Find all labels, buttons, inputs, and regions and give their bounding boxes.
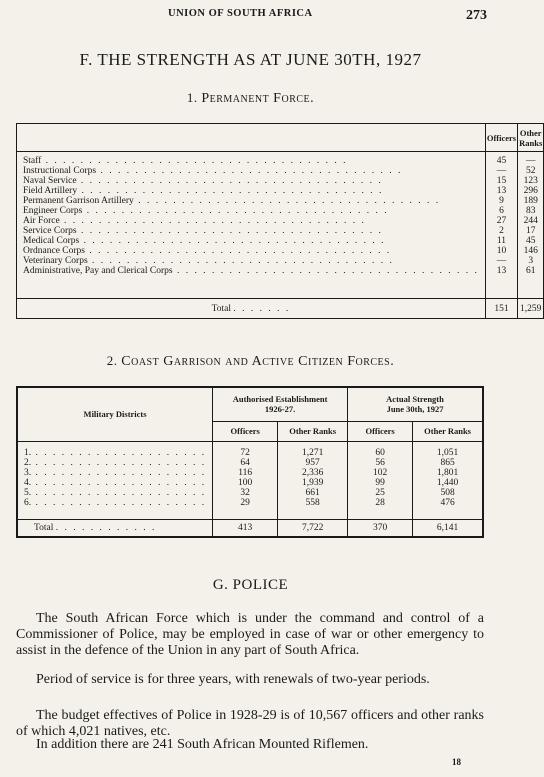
pf-row-other-ranks: 3 — [528, 256, 534, 266]
pf-row-label — [23, 216, 479, 226]
cg-row-district-text: 1. — [24, 447, 32, 458]
cg-total-label: Total — [34, 522, 54, 533]
pf-row-label-text: Administrative, Pay and Clerical Corps — [23, 266, 173, 276]
cg-row-act-officers: 25 — [375, 487, 385, 498]
dot-leader: . . . . . . . . . . . . . . . . . . . . — [31, 457, 207, 468]
cg-col-authorised-label: Authorised Establishment — [232, 394, 328, 405]
pf-total-label-cell — [17, 299, 486, 319]
pf-col-other-ranks: Other Ranks — [518, 124, 544, 152]
dot-leader: . . . . . . . . . . . . . . . . . . . . . . . . . . . . . . . . . . . — [76, 176, 383, 186]
pf-row-label-text: Permanent Garrison Artillery — [23, 196, 134, 206]
cg-total-act-off: 370 — [348, 519, 413, 537]
pf-row-label — [23, 166, 479, 176]
pf-row-other-ranks: 45 — [525, 236, 536, 246]
pf-row-label — [23, 256, 479, 266]
pf-row-other-ranks: 123 — [523, 176, 538, 186]
dot-leader: . . . . . . . . . . . . . . . . . . . . — [31, 447, 207, 458]
pf-row-other-ranks: — — [525, 156, 536, 166]
cg-row-auth-other-ranks: 661 — [305, 487, 320, 498]
cg-row-act-other-ranks: 476 — [440, 497, 455, 508]
running-title: UNION OF SOUTH AFRICA — [168, 8, 313, 19]
pf-header-blank — [17, 124, 486, 152]
dot-leader: . . . . . . . . . . . . . . . . . . . . . . . . . . . . . . . . . . . — [87, 256, 394, 266]
dot-leader: . . . . . . . . . . . . . . . . . . . . . . . . . . . . . . . . . . . — [172, 266, 479, 276]
cg-row-auth-officers: 116 — [238, 467, 253, 478]
cg-row-auth-other-ranks: 957 — [305, 457, 320, 468]
pf-row-label — [23, 266, 479, 276]
police-paragraph-2: Period of service is for three years, with renewals of two-year periods. — [36, 672, 430, 687]
permanent-force-heading — [0, 90, 501, 107]
pf-other-cell — [518, 152, 544, 299]
pf-row-other-ranks: 244 — [523, 216, 538, 226]
dot-leader: . . . . . . . . . . . . . . . . . . . . . . . . . . . . . . . . . . . — [41, 156, 348, 166]
cg-row-act-officers: 102 — [372, 467, 388, 478]
pf-row-officers: — — [496, 256, 507, 266]
pf-row-officers: 2 — [499, 226, 504, 236]
pf-row-officers: 13 — [496, 266, 507, 276]
cg-row-district-text: 2. — [24, 457, 32, 468]
permanent-force-table — [16, 123, 544, 319]
cg-row-auth-other-ranks: 558 — [305, 497, 320, 508]
pf-row-label-text: Ordnance Corps — [23, 246, 85, 256]
dot-leader: . . . . . . . . . . . . . . . . . . . . . . . . . . . . . . . . . . . — [82, 206, 389, 216]
cg-act-officers-head: Officers — [348, 421, 413, 441]
section-f-title: F. THE STRENGTH AS AT JUNE 30TH, 1927 — [79, 50, 422, 69]
cg-col-actual-label: Actual Strength — [386, 394, 444, 405]
cg-row-district-text: 4. — [24, 477, 32, 488]
cg-row-auth-other-ranks: 1,271 — [301, 447, 324, 458]
cg-row-act-other-ranks: 865 — [440, 457, 455, 468]
pf-row-label — [23, 246, 479, 256]
dot-leader: . . . . . . . . . . . . . . . . . . . . — [31, 467, 207, 478]
pf-row-label — [23, 206, 479, 216]
pf-row-label-text: Medical Corps — [23, 236, 80, 246]
cg-row-auth-officers: 29 — [240, 497, 250, 508]
cg-act-off-cell — [348, 441, 413, 519]
signature-mark: 18 — [452, 757, 461, 767]
pf-total-label: Total — [211, 303, 231, 314]
cg-row-act-other-ranks: 1,051 — [436, 447, 459, 458]
permanent-force-heading-text: Permanent Force. — [201, 91, 315, 106]
dot-leader: . . . . . . . . . . . . . . . . . . . . — [31, 487, 207, 498]
pf-row-officers: 10 — [496, 246, 507, 256]
pf-row-label-text: Engineer Corps — [23, 206, 83, 216]
cg-total-auth-other: 7,722 — [278, 519, 348, 537]
cg-col-actual-date: June 30th, 1927 — [386, 404, 444, 415]
cg-col-authorised-year: 1926-27. — [264, 404, 296, 415]
cg-row-auth-other-ranks: 1,939 — [301, 477, 324, 488]
cg-auth-officers-head: Officers — [213, 421, 278, 441]
dot-leader: . . . . . . . . . . . . . . . . . . . . — [31, 477, 207, 488]
cg-auth-off-cell — [213, 441, 278, 519]
cg-act-other-cell — [413, 441, 483, 519]
pf-row-label-text: Staff — [23, 156, 42, 166]
cg-row-district — [24, 488, 206, 498]
pf-col-officers: Officers — [485, 124, 517, 152]
pf-row-other-ranks: 189 — [523, 196, 538, 206]
cg-total-leader: . . . . . . . . . . . . — [55, 522, 157, 533]
pf-row-officers: 9 — [499, 196, 504, 206]
cg-row-act-officers: 99 — [375, 477, 385, 488]
pf-row-label-text: Service Corps — [23, 226, 77, 236]
cg-total-label-cell — [17, 519, 213, 537]
coast-garrison-heading-text: Coast Garrison and Active Citizen Forces. — [121, 354, 395, 369]
cg-row-district-text: 6. — [24, 497, 32, 508]
police-paragraph-3: The budget effectives of Police in 1928-29 is of 10,567 officers and other ranks of which 4,021 natives, etc. — [16, 708, 484, 739]
cg-row-district — [24, 448, 206, 458]
pf-row-label-text: Field Artillery — [23, 186, 78, 196]
pf-row-other-ranks: 52 — [525, 166, 536, 176]
cg-row-auth-other-ranks: 2,336 — [301, 467, 324, 478]
pf-row-officers: 45 — [496, 156, 507, 166]
coast-garrison-table — [16, 386, 484, 538]
dot-leader: . . . . . . . . . . . . . . . . . . . . . . . . . . . . . . . . . . . — [133, 196, 441, 206]
permanent-force-heading-num: 1. — [186, 90, 198, 105]
pf-row-officers: 15 — [496, 176, 507, 186]
pf-row-other-ranks: 61 — [525, 266, 536, 276]
cg-row-district — [24, 458, 206, 468]
cg-row-district — [24, 498, 206, 508]
cg-col-districts: Military Districts — [17, 387, 213, 441]
cg-row-district-text: 3. — [24, 467, 32, 478]
cg-col-authorised — [213, 387, 348, 421]
pf-row-officers: 13 — [496, 186, 507, 196]
cg-row-act-other-ranks: 1,440 — [436, 477, 459, 488]
cg-districts-cell — [17, 441, 213, 519]
cg-total-act-other: 6,141 — [413, 519, 483, 537]
police-paragraph-1: The South African Force which is under the command and control of a Commissioner of Police, may be employed in case of war or other emergency to assist in the defence of the Union in any part of South Africa. — [16, 611, 484, 658]
cg-row-auth-officers: 100 — [238, 477, 253, 488]
pf-row-other-ranks: 83 — [525, 206, 536, 216]
dot-leader: . . . . . . . . . . . . . . . . . . . . . . . . . . . . . . . . . . . — [96, 166, 403, 176]
cg-row-district — [24, 478, 206, 488]
pf-row-label — [23, 196, 479, 206]
dot-leader: . . . . . . . . . . . . . . . . . . . . . . . . . . . . . . . . . . . — [77, 186, 384, 196]
pf-row-label-text: Naval Service — [23, 176, 77, 186]
pf-row-officers: 6 — [499, 206, 504, 216]
dot-leader: . . . . . . . . . . . . . . . . . . . . — [31, 497, 207, 508]
cg-auth-other-cell — [278, 441, 348, 519]
pf-row-other-ranks: 17 — [525, 226, 536, 236]
cg-row-district-text: 5. — [24, 487, 32, 498]
pf-officers-cell — [485, 152, 517, 299]
pf-total-leader: . . . . . . . — [233, 303, 291, 314]
pf-row-label — [23, 236, 479, 246]
dot-leader: . . . . . . . . . . . . . . . . . . . . . . . . . . . . . . . . . . . — [59, 216, 366, 226]
cg-total-auth-off: 413 — [213, 519, 278, 537]
cg-row-district — [24, 468, 206, 478]
pf-row-other-ranks: 146 — [523, 246, 538, 256]
coast-garrison-heading — [0, 353, 501, 370]
pf-row-label — [23, 186, 479, 196]
cg-row-act-officers: 28 — [375, 497, 385, 508]
pf-row-label-text: Instructional Corps — [23, 166, 97, 176]
cg-row-auth-officers: 32 — [240, 487, 250, 498]
pf-row-label-text: Veterinary Corps — [23, 256, 88, 266]
pf-row-label — [23, 156, 479, 166]
pf-row-officers: 11 — [496, 236, 507, 246]
dot-leader: . . . . . . . . . . . . . . . . . . . . . . . . . . . . . . . . . . . — [85, 246, 392, 256]
pf-row-officers: 27 — [496, 216, 507, 226]
pf-labels-cell — [17, 152, 486, 299]
dot-leader: . . . . . . . . . . . . . . . . . . . . . . . . . . . . . . . . . . . — [76, 226, 383, 236]
police-paragraph-4: In addition there are 241 South African Mounted Riflemen. — [36, 737, 369, 752]
coast-garrison-heading-num: 2. — [106, 353, 118, 368]
cg-row-act-officers: 60 — [375, 447, 385, 458]
pf-row-label — [23, 176, 479, 186]
pf-total-officers: 151 — [485, 299, 517, 319]
cg-row-act-officers: 56 — [375, 457, 385, 468]
cg-row-auth-officers: 64 — [240, 457, 250, 468]
cg-col-actual — [348, 387, 483, 421]
pf-row-label — [23, 226, 479, 236]
cg-row-act-other-ranks: 1,801 — [436, 467, 459, 478]
cg-auth-other-head: Other Ranks — [278, 421, 348, 441]
pf-row-other-ranks: 296 — [523, 186, 538, 196]
pf-row-officers: — — [496, 166, 507, 176]
page-number: 273 — [466, 8, 487, 23]
pf-total-other: 1,259 — [518, 299, 544, 319]
dot-leader: . . . . . . . . . . . . . . . . . . . . . . . . . . . . . . . . . . . — [79, 236, 386, 246]
cg-act-other-head: Other Ranks — [413, 421, 483, 441]
cg-row-auth-officers: 72 — [240, 447, 250, 458]
police-title: G. POLICE — [212, 577, 289, 593]
pf-row-label-text: Air Force — [23, 216, 60, 226]
cg-row-act-other-ranks: 508 — [440, 487, 455, 498]
